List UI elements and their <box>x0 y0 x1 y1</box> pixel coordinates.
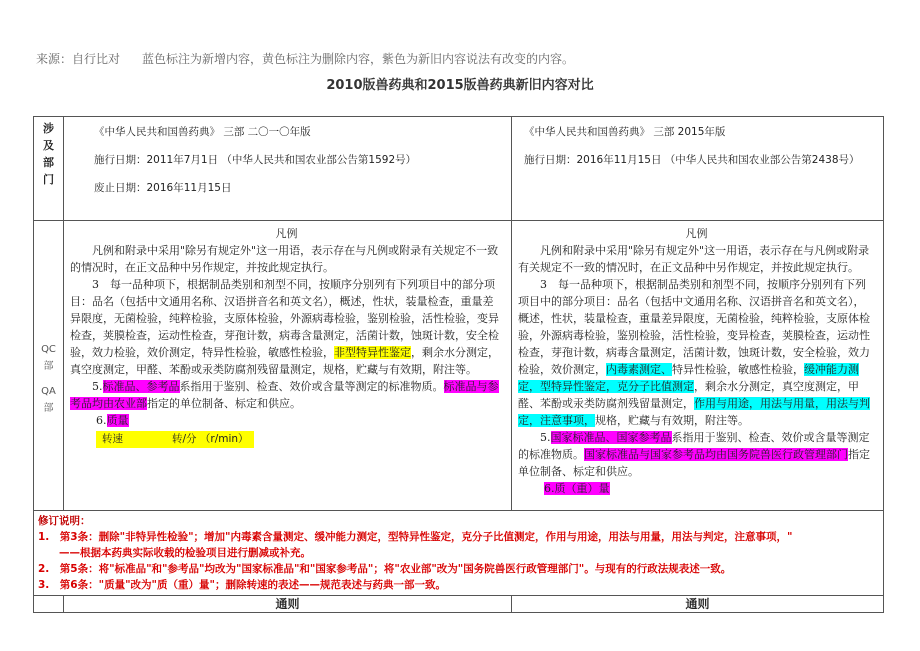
old-para-3 <box>70 276 503 378</box>
new-para-5-end: 指定单位制备、标定和供应。 <box>518 448 870 478</box>
old-abolish-date: 废止日期：2016年11月15日 <box>94 182 232 194</box>
new-effective-date: 施行日期：2016年11月15日 （中华人民共和国农业部公告第2438号） <box>524 154 860 166</box>
new-heading: 凡例 <box>685 227 708 240</box>
old-version-header <box>64 117 512 221</box>
old-effective-date: 施行日期：2011年7月1日 （中华人民共和国农业部公告第1592号） <box>94 154 417 166</box>
comparison-table <box>33 116 884 613</box>
old-para-6 <box>70 412 503 429</box>
old-para-6-num: 6. <box>96 414 107 427</box>
section-left-title: 通则 <box>64 596 512 613</box>
new-para-3 <box>518 276 875 429</box>
color-legend: 蓝色标注为新增内容，黄色标注为删除内容，紫色为新旧内容说法有改变的内容。 <box>142 52 575 66</box>
old-para-3-rest: ，剩余水分测定，真空度测定，甲醛、苯酚或汞类防腐剂残留量测定，规格，贮藏与有效期，附注等。 <box>70 346 499 376</box>
added-highlight: 作用与用途，用法与用量，用法与判定，注意事项， <box>518 397 870 427</box>
new-para-6 <box>518 480 875 497</box>
old-para-5-text: 系指用于鉴别、检查、效价或含量等测定的标准物质。 <box>179 380 444 393</box>
changed-highlight: 国家标准品与国家参考品均由国务院兽医行政管理部门 <box>584 448 848 461</box>
dept-qc: QC <box>41 344 56 355</box>
old-book-title: 《中华人民共和国兽药典》 三部 二〇一〇年版 <box>94 126 311 138</box>
dept-header-label: 涉 及 部 门 <box>43 122 54 186</box>
old-heading: 凡例 <box>275 227 298 240</box>
changed-highlight: 质量 <box>106 414 129 427</box>
note-item: 3. 第6条："质量"改为"质（重）量"；删除转速的表述——规范表述与药典一部一致。 <box>38 579 446 591</box>
new-para-5-num: 5. <box>540 431 551 444</box>
new-para-5-text: 系指用于鉴别、检查、效价或含量等测定的标准物质。 <box>518 431 870 461</box>
section-dept-cell <box>34 596 64 613</box>
speed-label: 转速 <box>102 433 123 445</box>
speed-unit: 转/分 （r/min） <box>172 433 249 445</box>
note-item: ——根据本药典实际收载的检验项目进行删减或补充。 <box>38 547 311 559</box>
content-row <box>34 221 884 511</box>
added-highlight: 内毒素测定、 <box>606 363 672 376</box>
dept-qa: QA <box>41 386 56 397</box>
note-item: 2. 第5条：将"标准品"和"参考品"均改为"国家标准品"和"国家参考品"；将"农业部"改为"国务院兽医行政管理部门"。与现有的行政法规表述一致。 <box>38 563 732 575</box>
old-para-5 <box>70 378 503 412</box>
page-title: 2010版兽药典和2015版兽药典新旧内容对比 <box>326 78 594 93</box>
new-para-3-mid: 特异性检验，敏感性检验， <box>672 363 804 376</box>
revision-notes <box>34 511 884 596</box>
old-para-5-end: 指定的单位制备、标定和供应。 <box>147 397 301 410</box>
source-label: 来源：自行比对 <box>36 52 121 66</box>
old-para-5-num: 5. <box>92 380 103 393</box>
dept-cell <box>34 221 64 511</box>
dept-qc-unit: 部 <box>43 361 54 372</box>
new-para-3-mid2: ，剩余水分测定，真空度测定，甲醛、苯酚或汞类防腐剂残留量测定， <box>518 380 859 410</box>
old-para-1: 凡例和附录中采用"除另有规定外"这一用语，表示存在与凡例或附录有关规定不一致的情况时，在正文品种中另作规定，并按此规定执行。 <box>70 244 499 274</box>
old-content-cell <box>64 221 512 511</box>
new-para-5 <box>518 429 875 480</box>
new-content-cell <box>512 221 884 511</box>
new-book-title: 《中华人民共和国兽药典》 三部 2015年版 <box>524 126 726 138</box>
section-row <box>34 596 884 613</box>
old-para-3-text: 3 每一品种项下，根据制品类别和剂型不同，按顺序分别列有下列项目中的部分项目：品名（包括中文通用名称、汉语拼音名和英文名），概述，性状，装量检查，重量差异限度，无菌检验，纯粹检验，支原体检验，外源病毒检验，鉴别检验，活性检验，变异检查，荚膜检查，运动性检查，芽孢计数，病毒含量测定，活菌计数，蚀斑计数，安全检验，效力检验，效价测定，特异性检验，敏感性检验， <box>70 278 499 359</box>
header-row <box>34 117 884 221</box>
changed-highlight: 标准品、参考品 <box>102 380 180 393</box>
dept-qa-unit: 部 <box>43 403 54 414</box>
new-version-header <box>512 117 884 221</box>
changed-highlight: 标准品与参考品均由农业部 <box>70 380 499 410</box>
changed-highlight: 国家标准品、国家参考品 <box>550 431 672 444</box>
deleted-speed-line <box>96 431 254 448</box>
note-item: 1. 第3条：删除"非特异性检验"；增加"内毒素含量测定、缓冲能力测定，型特异性鉴定，克分子比值测定，作用与用途，用法与用量，用法与判定，注意事项，" <box>38 531 793 543</box>
section-right-title: 通则 <box>512 596 884 613</box>
changed-highlight: 6.质（重）量 <box>544 482 610 495</box>
new-para-3-text: 3 每一品种项下，根据制品类别和剂型不同，按顺序分别列有下列项目中的部分项目：品名（包括中文通用名称、汉语拼音名和英文名），概述，性状，装量检查，重量差异限度，无菌检验，纯粹检验，支原体检验，外源病毒检验，鉴别检验，活性检验，变异检查，荚膜检查，运动性检查，芽孢计数，病毒含量测定，活菌计数，蚀斑计数，安全检验，效力检验，效价测定， <box>518 278 870 376</box>
new-para-3-end: 规格，贮藏与有效期，附注等。 <box>595 414 749 427</box>
notes-row <box>34 511 884 596</box>
added-highlight: 缓冲能力测定，型特异性鉴定，克分子比值测定 <box>518 363 859 393</box>
notes-heading: 修订说明： <box>38 515 91 527</box>
new-para-1: 凡例和附录中采用"除另有规定外"这一用语，表示存在与凡例或附录有关规定不一致的情况时，在正文品种中另作规定，并按此规定执行。 <box>518 244 870 274</box>
source-line <box>36 50 574 67</box>
deleted-highlight: 非型特异性鉴定 <box>334 346 411 359</box>
dept-header-cell <box>34 117 64 221</box>
